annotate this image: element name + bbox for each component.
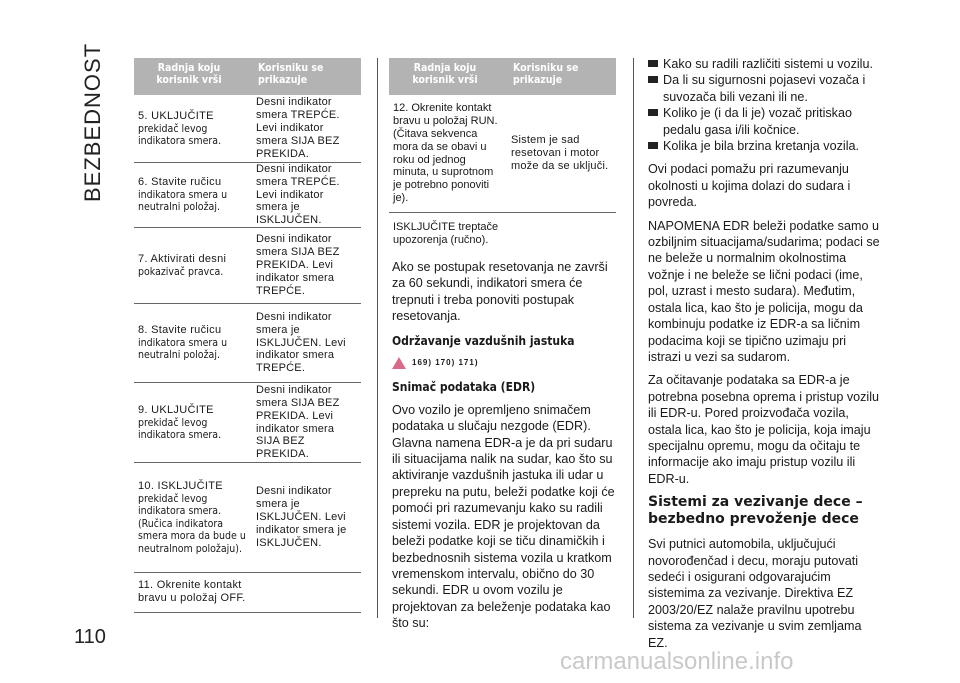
list-item: Kako su radili različiti sistemi u vozilu.: [648, 56, 880, 72]
paragraph: Za očitavanje podataka sa EDR-a je potrebna posebna oprema i pristup vozilu ili EDR-u. Pored proizvođača vozila, ostala lica, kao što je policija, koja imaju specijalnu opremu, mogu da očitaju te informacije ako imaju pristup vozilu ili EDR-u.: [648, 373, 880, 486]
note-paragraph: NAPOMENA EDR beleži podatke samo u ozbiljnim situacijama/sudarima; podaci se ne beleže u normalnim okolnostima vožnje i ne beleže se lični podaci (ime, pol, uzrast i mesto sudara). Međutim, ostala lica, kao što je policija, mogu da kombinuju podatke iz EDR-a sa ličnim podacima koji se tipično uzimaju pri istrazi u vezi sa sudarom.: [648, 218, 880, 364]
right-text: [648, 56, 880, 658]
paragraph: Ovi podaci pomažu pri razumevanju okolnosti u kojima dolazi do sudara i povreda.: [648, 162, 851, 210]
row-action: 12. Okrenite kontakt bravu u položaj RUN. (Čitava sekvenca mora da se obavi u roku od jednog minuta, u suprotnom je potrebno ponoviti je).: [393, 101, 498, 205]
header-action: Radnja koju korisnik vrši: [156, 62, 222, 87]
row-action: 8. Stavite ručicu: [138, 324, 222, 337]
row-display: Desni indikator smera SIJA BEZ PREKIDA. Levi indikator smera SIJA BEZ PREKIDA.: [256, 383, 340, 461]
header-display: Korisniku se prikazuje: [513, 62, 579, 87]
column-divider: [633, 58, 634, 618]
header-action: Radnja koju korisnik vrši: [412, 62, 478, 87]
list-item: Kolika je bila brzina kretanja vozila.: [648, 138, 880, 154]
row-action-detail: prekidač levog indikatora smera.: [138, 416, 222, 441]
column-divider: [377, 58, 378, 618]
list-item: Koliko je (i da li je) vozač pritiskao pedalu gasa i/ili kočnice.: [648, 105, 880, 138]
edr-paragraph: Ovo vozilo je opremljeno snimačem podataka u slučaju nezgode (EDR). Glavna namena EDR-a je da pri sudaru ili situacijama nalik na sudar, kao što su aktiviranje vazdušnih jastuka ili udar u prepreku na putu, beleži podatke koji će pomoći pri razumevanju kako su radili sistemi vozila. EDR je projektovan da beleži podatke koji se tiču dinamičkih i bezbednosnih sistema vozila u kratkom vremenskom intervalu, obično do 30 sekundi. EDR u ovom vozilu je projektovan za beleženje podataka kao što su:: [392, 402, 615, 631]
table-row: [134, 304, 361, 383]
list-item: Da li su sigurnosni pojasevi vozača i suvozača bili vezani ili ne.: [648, 72, 880, 105]
table-row: [134, 228, 361, 304]
row-display: Desni indikator smera SIJA BEZ PREKIDA. Levi indikator smera TREPĆE.: [256, 233, 340, 297]
row-action-detail: prekidač levog indikatora smera.: [138, 122, 222, 147]
bullet-square-icon: [648, 60, 658, 67]
row-action-detail: indikatora smera u neutralni položaj.: [138, 337, 228, 362]
paragraph: Svi putnici automobila, uključujući novorođenčad i decu, moraju putovati sedeći i osigurani odgovarajućim sistemima za vezivanje. Direktiva EZ 2003/20/EZ nalaže pravilnu upotrebu sistema za vezivanje u svim zemljama EZ.: [648, 537, 862, 650]
row-display: Desni indikator smera TREPĆE. Levi indikator smera SIJA BEZ PREKIDA.: [256, 96, 340, 160]
table-header: [134, 58, 361, 95]
child-restraint-heading: Sistemi za vezivanje dece – bezbedno prevoženje dece: [648, 494, 863, 528]
row-action-detail: pokazivač pravca.: [138, 265, 224, 278]
middle-text: [392, 259, 620, 639]
section-title: BEZBEDNOST: [80, 42, 105, 202]
bullet-square-icon: [648, 76, 658, 83]
table-row: [389, 213, 616, 255]
warning-ref-numbers: 169) 170) 171): [412, 358, 479, 368]
row-action: 7. Aktivirati desni: [138, 252, 227, 265]
table-row: [134, 95, 361, 163]
row-display: Sistem je sad resetovan i motor može da se uključi.: [511, 134, 609, 172]
table-row: [134, 163, 361, 228]
warning-references: [392, 355, 620, 371]
row-display: Desni indikator smera je ISKLJUČEN. Levi indikator smera je ISKLJUČEN.: [256, 485, 347, 549]
row-action-detail: indikatora smera u neutralni položaj.: [138, 189, 228, 214]
bullet-square-icon: [648, 109, 658, 116]
row-display: Desni indikator smera je ISKLJUČEN. Levi indikator smera TREPĆE.: [256, 310, 346, 375]
edr-heading: Snimač podataka (EDR): [392, 380, 536, 395]
table-header: [389, 58, 616, 95]
row-display: Desni indikator smera TREPĆE. Levi indikator smera je ISKLJUČEN.: [256, 162, 340, 227]
steps-table-2: [389, 58, 616, 255]
header-display: Korisniku se prikazuje: [258, 62, 324, 87]
row-action: 5. UKLJUČITE: [138, 109, 214, 122]
row-action: 11. Okrenite kontakt bravu u položaj OFF.: [138, 579, 246, 604]
row-action: ISKLJUČITE treptače upozorenja (ručno).: [393, 221, 499, 246]
bullet-square-icon: [648, 142, 658, 149]
watermark: carmanualsonline.info: [560, 648, 794, 675]
row-action: 9. UKLJUČITE: [138, 403, 214, 416]
warning-triangle-icon: [392, 357, 406, 369]
steps-table-1: [134, 58, 361, 613]
row-action: 10. ISKLJUČITE: [138, 480, 223, 493]
airbag-maintenance-heading: Održavanje vazdušnih jastuka: [392, 333, 575, 348]
reset-intro: Ako se postupak resetovanja ne završi za 60 sekundi, indikatori smera će trepnuti i treba ponoviti postupak resetovanja.: [392, 260, 608, 324]
table-row: [389, 95, 616, 213]
table-row: [134, 573, 361, 613]
row-action: 6. Stavite ručicu: [138, 176, 222, 189]
table-row: [134, 383, 361, 463]
page-number: 110: [74, 626, 106, 648]
row-action-detail: prekidač levog indikatora smera. (Ručica indikatora smera mora da bude u neutralnom položaju).: [138, 493, 246, 555]
table-row: [134, 463, 361, 573]
